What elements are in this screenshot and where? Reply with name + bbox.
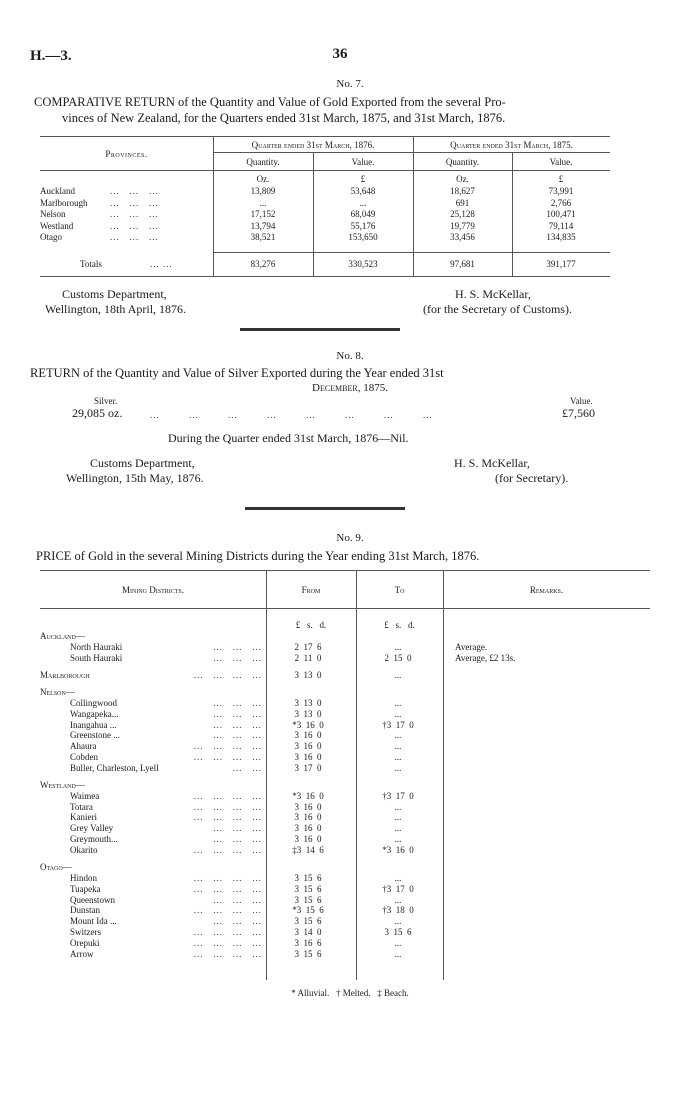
price-from: 3 13 0 [294,669,322,680]
price-to: ... [394,834,402,845]
totals-dots: ... ... [150,259,173,269]
unit-pound-1875: £ [558,174,564,184]
value-amount: £7,560 [562,406,595,420]
total-value-1876: 330,523 [348,259,378,269]
district-name: Greenstone ... [70,730,120,741]
quantity-1876: 17,152 [250,209,276,219]
price-from: 3 16 0 [294,741,322,752]
price-to: †3 17 0 [382,883,414,894]
price-from: 3 13 0 [294,697,322,708]
district-name: Hindon [70,872,97,883]
no7-sig-left2: Wellington, 18th April, 1876. [45,302,187,316]
price-to: ... [394,669,402,680]
district-name: Arrow [70,948,94,959]
value-1876: 68,049 [350,209,376,219]
district-name: Dunstan [70,905,100,916]
units-from: £ s. d. [295,620,327,630]
price-to: ... [394,916,402,927]
price-to: 3 15 6 [384,926,412,937]
page-number: 36 [332,46,348,62]
quantity-1875: 19,779 [450,220,475,231]
units-to: £ s. d. [384,620,415,630]
province-dots: ... ... ... [110,197,159,208]
district-name: Tuapeka [70,883,101,894]
value-1875: 73,991 [548,186,574,196]
district-dots: ... ... ... ... [193,948,262,959]
col-quarter-1875: Quarter ended 31st March, 1875. [450,140,573,150]
total-value-1875: 391,177 [546,259,576,269]
price-to: ... [394,812,402,823]
price-to: ... [394,751,402,762]
district-name: Collingwood [70,697,118,708]
price-from: 3 16 0 [294,801,322,812]
district-dots: ... ... ... ... [193,926,262,937]
price-to: ... [394,948,402,959]
no9-number: No. 9. [336,532,364,544]
quantity-1875: 25,128 [450,209,475,219]
value-label: Value. [570,396,593,406]
col-to: To [394,585,405,595]
district-name: South Hauraki [70,652,123,663]
price-to: ... [394,762,402,773]
district-dots: ... ... ... ... [193,669,262,680]
value-1875: 79,114 [548,220,574,231]
quantity-1875: 18,627 [450,186,475,196]
district-dots: ... ... ... ... [193,905,262,916]
no8-sig-left2: Wellington, 15th May, 1876. [66,471,204,485]
price-from: 3 15 6 [294,872,322,883]
province-dots: ... ... ... [110,209,159,219]
district-dots: ... ... ... [213,652,262,663]
district-dots: ... ... ... ... [193,751,262,762]
price-from: *3 16 0 [292,790,324,801]
value-1875: 100,471 [546,209,576,219]
district-dots: ... ... ... [213,719,262,730]
district-name: Inangahua ... [70,719,117,730]
district-name: Mount Ida ... [70,916,117,927]
district-name: Waimea [70,790,100,801]
price-to: ... [394,708,402,719]
province-name: Otago [40,232,62,242]
col-value-1875: Value. [549,157,573,167]
price-to: ... [394,741,402,752]
district-group: Nelson— [40,687,75,698]
price-to: ... [394,937,402,948]
district-dots: ... ... ... [213,730,262,741]
district-dots: ... ... ... [213,708,262,719]
district-dots: ... ... ... ... [193,741,262,752]
price-from: 3 15 6 [294,948,322,959]
no7-title-line1: COMPARATIVE RETURN of the Quantity and Value of Gold Exported from the several Pro- [34,95,506,109]
district-name: Grey Valley [70,823,114,834]
no8-sig-right1: H. S. McKellar, [454,456,530,470]
price-from: 2 17 6 [294,641,322,652]
district-dots: ... ... ... [213,834,262,845]
district-name: Okarito [70,844,98,855]
no8-sig-left1: Customs Department, [90,456,195,470]
unit-oz-1875: Oz. [456,174,469,184]
price-from: 2 11 0 [294,652,322,663]
col-value-1876: Value. [351,157,375,167]
district-dots: ... ... ... ... [193,812,262,823]
footnote: * Alluvial. † Melted. ‡ Beach. [291,988,409,998]
document-reference: H.—3. [30,48,72,64]
price-to: ... [394,894,402,905]
price-to: *3 16 0 [382,844,414,855]
no7-sig-left1: Customs Department, [62,287,167,301]
no8-number: No. 8. [336,350,364,362]
price-from: ‡3 14 6 [292,844,324,855]
price-from: 3 13 0 [294,708,322,719]
price-from: 3 17 0 [294,762,322,773]
district-group: Otago— [40,862,72,873]
district-name: Buller, Charleston, Lyell [70,762,159,773]
province-name: Marlborough [40,197,88,208]
silver-label: Silver. [94,396,118,406]
price-from: 3 14 0 [294,926,322,937]
value-1876: ... [359,197,367,208]
price-to: ... [394,697,402,708]
price-from: 3 16 0 [294,812,322,823]
section-divider-2 [245,507,405,510]
district-name: Greymouth... [70,834,118,845]
district-dots: ... ... ... [213,697,262,708]
unit-oz-1876: Oz. [256,174,270,184]
district-name: Cobden [70,751,98,762]
quantity-1876: 13,809 [250,186,276,196]
district-group: Marlborough [40,669,90,680]
no9-title: PRICE of Gold in the several Mining Districts during the Year ending 31st March, 1876. [36,549,480,563]
district-name: Ahaura [70,741,97,752]
remark: Average. [455,641,488,652]
province-dots: ... ... ... [110,186,159,196]
value-1875: 2,766 [550,197,572,208]
province-name: Nelson [40,209,66,219]
province-name: Auckland [40,186,75,196]
value-1876: 55,176 [350,220,376,231]
district-group: Westland— [40,780,85,791]
value-1876: 53,648 [350,186,376,196]
quarter-note: During the Quarter ended 31st March, 1876—Nil. [168,431,409,445]
price-from: 3 16 0 [294,823,322,834]
district-name: Wangapeka... [70,708,119,719]
quantity-1875: 691 [455,197,470,208]
district-group: Auckland— [40,631,85,641]
col-mining-districts: Mining Districts. [121,585,184,595]
quantity-1876: 13,794 [250,220,276,231]
unit-pound-1876: £ [360,174,366,184]
col-quantity-1876: Quantity. [246,157,280,167]
no8-title-line1: RETURN of the Quantity and Value of Silver Exported during the Year ended 31st [30,366,444,380]
no8-sig-right2: (for Secretary). [495,471,569,485]
col-from: From [301,585,321,595]
district-dots: ... ... ... ... [193,801,262,812]
district-dots: ... ... ... ... [193,872,262,883]
province-dots: ... ... ... [110,220,159,231]
price-from: 3 15 6 [294,894,322,905]
district-dots: ... ... ... [213,916,262,927]
price-to: ... [394,730,402,741]
value-1876: 153,650 [348,232,378,242]
price-from: 3 16 0 [294,751,322,762]
province-name: Westland [40,220,74,231]
price-to: 2 15 0 [384,652,412,663]
district-dots: ... ... ... ... [193,844,262,855]
price-from: 3 16 0 [294,834,322,845]
remark: Average, £2 13s. [455,652,516,663]
price-to: ... [394,801,402,812]
value-1875: 134,835 [546,232,576,242]
price-from: *3 15 6 [292,905,324,916]
district-dots: ... ... ... [213,894,262,905]
totals-label: Totals [80,259,102,269]
price-to: ... [394,872,402,883]
price-from: 3 15 6 [294,883,322,894]
price-from: 3 15 6 [294,916,322,927]
silver-leader: ... ... ... ... ... ... ... ... [150,410,433,420]
district-name: North Hauraki [70,641,123,652]
col-quarter-1876: Quarter ended 31st March, 1876. [251,140,375,150]
price-to: †3 17 0 [382,719,414,730]
total-quantity-1875: 97,681 [450,259,475,269]
district-dots: ... ... ... ... [193,883,262,894]
price-to: †3 17 0 [382,790,414,801]
district-name: Queenstown [70,894,115,905]
province-dots: ... ... ... [110,232,159,242]
no7-sig-right1: H. S. McKellar, [455,287,531,301]
col-provinces: Provinces. [105,149,148,159]
no7-sig-right2: (for the Secretary of Customs). [423,302,572,316]
price-to: ... [394,823,402,834]
quantity-1875: 33,456 [450,232,475,242]
no7-title-line2: vinces of New Zealand, for the Quarters ended 31st March, 1875, and 31st March, 1876. [62,111,506,125]
district-dots: ... ... [232,762,262,773]
no7-number: No. 7. [336,78,364,90]
quantity-1876: ... [259,197,267,208]
district-dots: ... ... ... [213,641,262,652]
col-quantity-1875: Quantity. [445,157,480,167]
district-dots: ... ... ... ... [193,790,262,801]
price-to: ... [394,641,402,652]
district-dots: ... ... ... ... [193,937,262,948]
district-dots: ... ... ... [213,823,262,834]
district-name: Totara [70,801,93,812]
no8-title-line2: December, 1875. [312,382,388,394]
col-remarks: Remarks. [529,585,564,595]
price-from: *3 16 0 [292,719,324,730]
district-name: Switzers [70,926,101,937]
total-quantity-1876: 83,276 [250,259,276,269]
district-name: Kanieri [70,812,97,823]
price-from: 3 16 0 [294,730,322,741]
quantity-1876: 38,521 [250,232,276,242]
price-to: †3 18 0 [382,905,414,916]
section-divider [240,328,400,331]
price-from: 3 16 6 [294,937,322,948]
silver-amount: 29,085 oz. [72,406,123,420]
district-name: Orepuki [70,937,100,948]
